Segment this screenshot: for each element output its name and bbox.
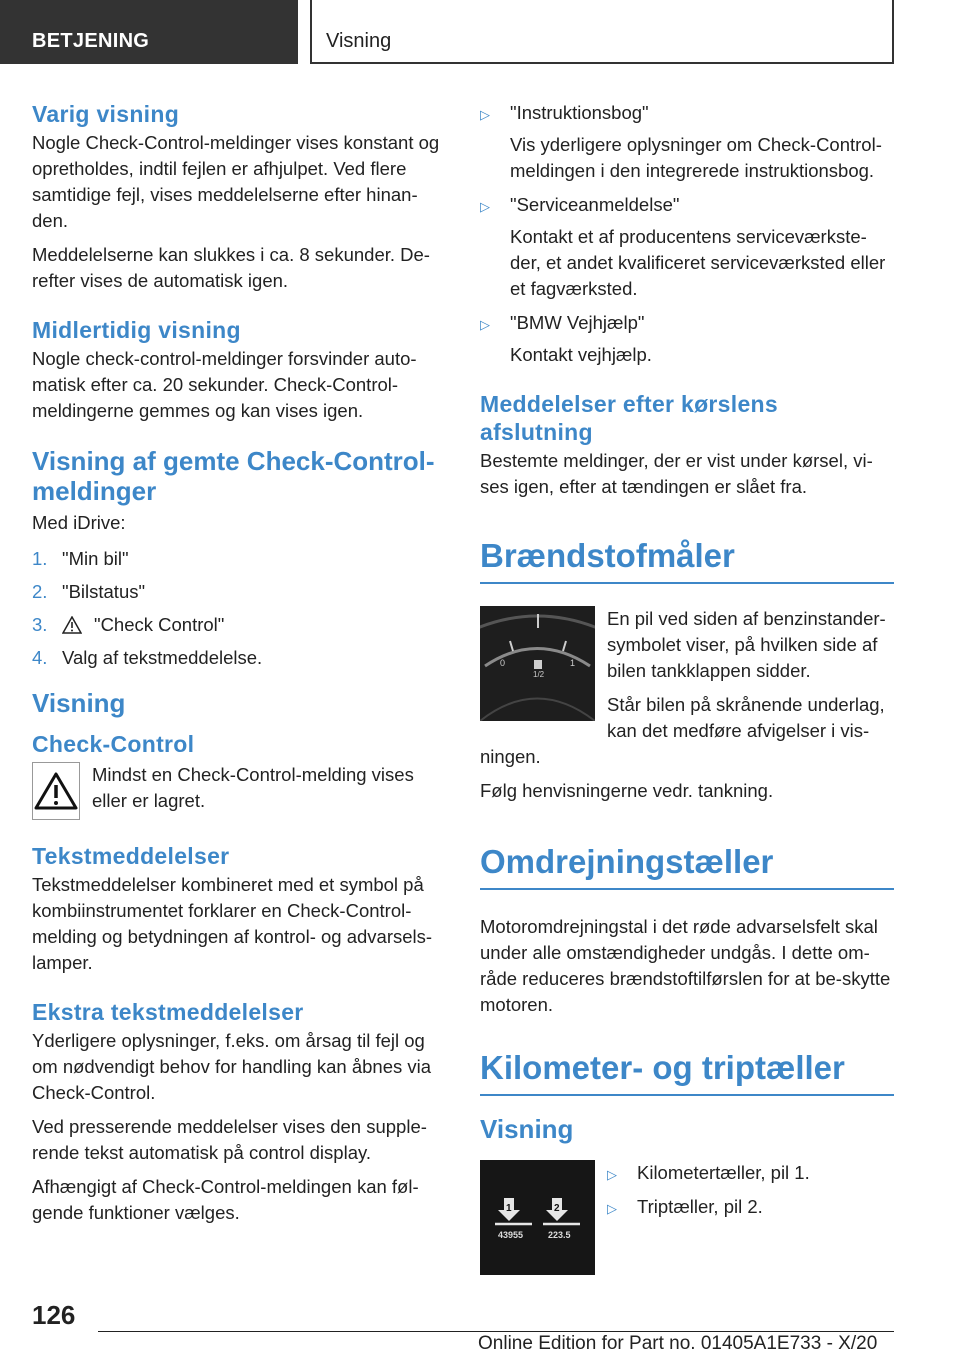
chapter-tab [310,0,894,64]
list-item: 2. "Bilstatus" [32,581,146,602]
list-item: 1. "Min bil" [32,548,129,569]
heading-omdrejningstaeller: Omdrejningstæller [480,842,894,890]
paragraph: Følg henvisningerne vedr. tankning. [480,780,774,801]
triangle-bullet-icon: ▷ [480,199,490,214]
edition-note: Online Edition for Part no. 01405A1E733 - X/20 [478,1333,878,1354]
km-list [607,1160,810,1275]
paragraph: ningen. [480,746,541,767]
paragraph: Tekstmeddelelser kombineret med et symbol på kombiinstrumentet forklarer en Check-Control-melding og betydningen af kontrol- og advarsels-lamper. [32,874,433,973]
list-item: ▷ "Instruktionsbog" Vis yderligere oplysninger om Check-Control-meldingen i den integrerede instruktionsbog. [480,100,894,184]
heading-check-control: Check-Control [32,731,195,757]
left-column [32,100,446,1226]
paragraph: Mindst en Check-Control-melding vises eller er lagret. [92,764,414,811]
heading-kilometer-triptaeller: Kilometer- og triptæller [480,1048,894,1096]
warning-icon [32,762,80,820]
paragraph: Yderligere oplysninger, f.eks. om årsag til fejl og om nødvendigt behov for handling kan åbnes via Check-Control. [32,1030,432,1103]
warning-icon [62,608,82,641]
list-item: ▷ Triptæller, pil 2. [607,1194,810,1222]
paragraph: En pil ved siden af benzinstander-symbolet viser, på hvilken side af bilen tankklappen sidder. [607,608,886,681]
heading-visning: Visning [32,688,126,718]
heading-braendstofmaaler: Brændstofmåler [480,536,894,584]
heading-varig-visning: Varig visning [32,101,180,127]
heading-gemte-meldinger: Visning af gemte Check-Control-meldinger [32,446,435,506]
triangle-bullet-icon: ▷ [480,317,490,332]
section-tab [0,0,298,64]
function-list [480,100,894,368]
list-item: ▷ "Serviceanmeldelse" Kontakt et af producentens serviceværkste-der, et andet kvalificeret serviceværksted eller et fagværksted. [480,192,894,302]
heading-meddelelser-efter-korsel: Meddelelser efter kørslens afslutning [480,391,778,445]
page-number: 126 [32,1300,76,1330]
heading-visning-km: Visning [480,1114,574,1144]
chapter-title: Visning [326,30,392,52]
triangle-bullet-icon: ▷ [607,1201,617,1216]
list-item: 4. Valg af tekstmeddelelse. [32,647,263,668]
fuel-gauge-image: 0 1 1/2 [480,606,595,721]
heading-tekstmeddelelser: Tekstmeddelelser [32,843,230,869]
heading-ekstra-tekstmeddelelser: Ekstra tekstmeddelelser [32,999,304,1025]
paragraph: Ved presserende meddelelser vises den supple-rende tekst automatisk på control display. [32,1116,427,1163]
triangle-bullet-icon: ▷ [607,1167,617,1182]
paragraph: Bestemte meldinger, der er vist under kørsel, vi-ses igen, efter at tændingen er slået fra. [480,450,873,497]
odometer-image: 1 2 43955 223.5 [480,1160,595,1275]
triangle-bullet-icon: ▷ [480,107,490,122]
paragraph: Meddelelserne kan slukkes i ca. 8 sekunder. De-refter vises de automatisk igen. [32,244,430,291]
paragraph: Motoromdrejningstal i det røde advarselsfelt skal under alle omstændigheder undgås. I dette om-råde reduceres brændstoftilførslen for at be-skytte motoren. [480,916,891,1015]
paragraph: Med iDrive: [32,512,126,533]
paragraph: Nogle Check-Control-meldinger vises konstant og opretholdes, indtil fejlen er afhjulpet. Ved flere samtidige fejl, vises meddelelserne efter hinan-den. [32,132,440,231]
step-list [32,542,446,674]
right-column [480,100,894,1275]
paragraph: Nogle check-control-meldinger forsvinder auto-matisk efter ca. 20 sekunder. Check-Control-meldingerne gemmes og kan vises igen. [32,348,417,421]
list-item: 3. "Check Control" [32,608,446,641]
paragraph: Afhængigt af Check-Control-meldingen kan føl-gende funktioner vælges. [32,1176,419,1223]
paragraph: Står bilen på skrånende underlag, kan det medføre afvigelser i vis- [607,694,885,741]
list-item: ▷ "BMW Vejhjælp" Kontakt vejhjælp. [480,310,894,368]
footer-divider [98,1331,894,1332]
section-title: BETJENING [32,30,150,52]
list-item: ▷ Kilometertæller, pil 1. [607,1160,810,1188]
heading-midlertidig-visning: Midlertidig visning [32,317,241,343]
